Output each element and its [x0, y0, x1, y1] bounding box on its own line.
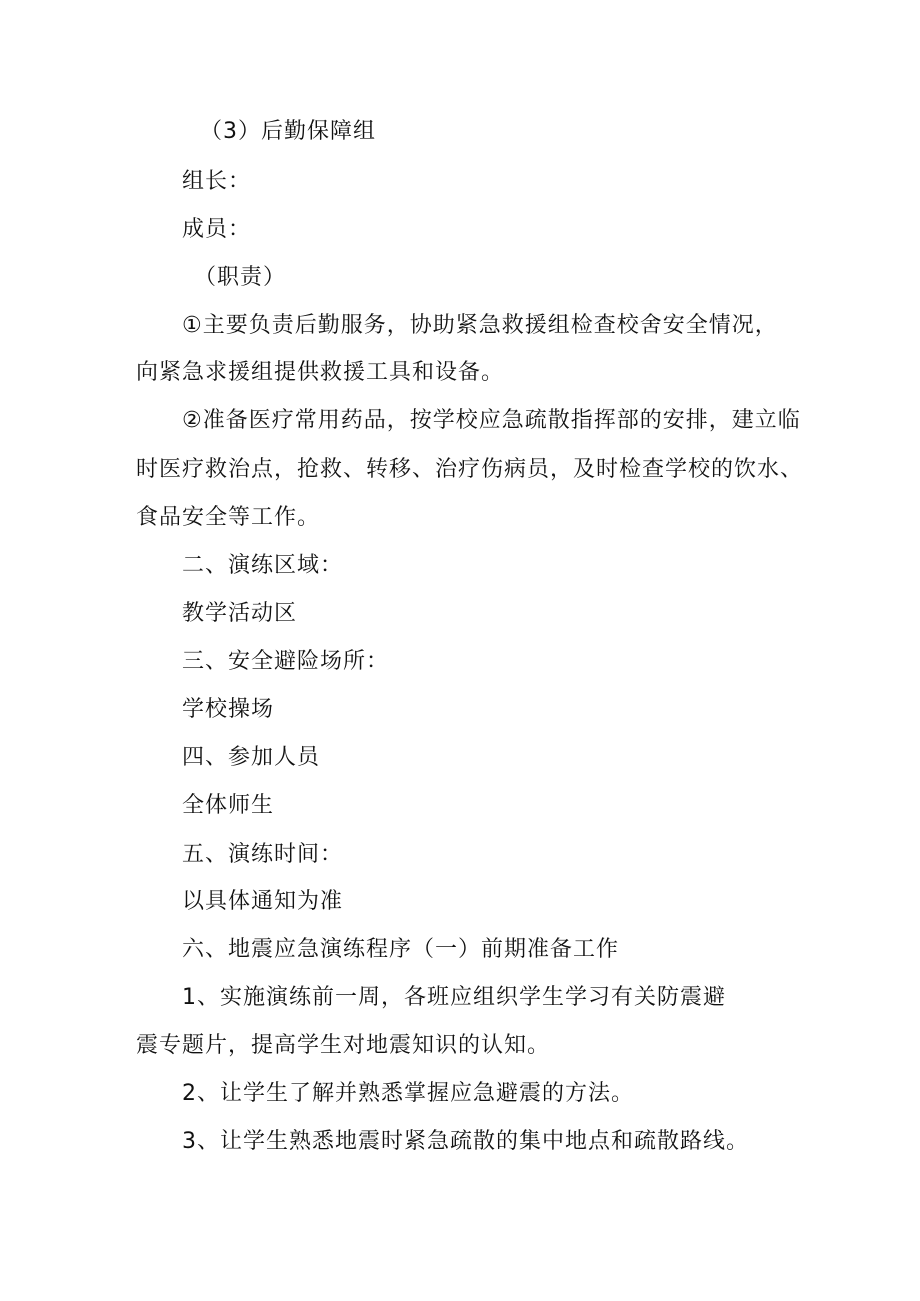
duty-1-line-2: 向紧急求援组提供救援工具和设备。 — [136, 360, 505, 385]
drill-time-value: 以具体通知为准 — [182, 889, 344, 914]
procedure-item-1-line-2: 震专题片，提高学生对地震知识的认知。 — [136, 1033, 551, 1058]
section-participants: 四、参加人员 — [182, 745, 321, 770]
duty-2-line-1: ②准备医疗常用药品，按学校应急疏散指挥部的安排，建立临 — [182, 408, 801, 433]
section-heading-logistics: （3）后勤保障组 — [200, 119, 376, 144]
participants-value: 全体师生 — [182, 793, 275, 818]
section-drill-procedure: 六、地震应急演练程序（一）前期准备工作 — [182, 937, 620, 962]
duty-1-line-1: ①主要负责后勤服务，协助紧急救援组检查校舍安全情况， — [182, 313, 778, 338]
procedure-item-1-line-1: 1、实施演练前一周，各班应组织学生学习有关防震避 — [182, 985, 726, 1010]
section-drill-time: 五、演练时间： — [182, 842, 344, 867]
members-label: 成员： — [182, 217, 252, 242]
procedure-item-2: 2、让学生了解并熟悉掌握应急避震的方法。 — [182, 1081, 634, 1106]
drill-area-value: 教学活动区 — [182, 601, 298, 626]
duty-2-line-2: 时医疗救治点，抢救、转移、治疗伤病员，及时检查学校的饮水、 — [136, 457, 804, 482]
safe-place-value: 学校操场 — [182, 697, 275, 722]
section-safe-place: 三、安全避险场所： — [182, 649, 390, 674]
section-drill-area: 二、演练区域： — [182, 553, 344, 578]
procedure-item-3: 3、让学生熟悉地震时紧急疏散的集中地点和疏散路线。 — [182, 1129, 749, 1154]
duties-label: （职责） — [194, 265, 287, 290]
team-leader-label: 组长： — [182, 169, 252, 194]
duty-2-line-3: 食品安全等工作。 — [136, 505, 321, 530]
